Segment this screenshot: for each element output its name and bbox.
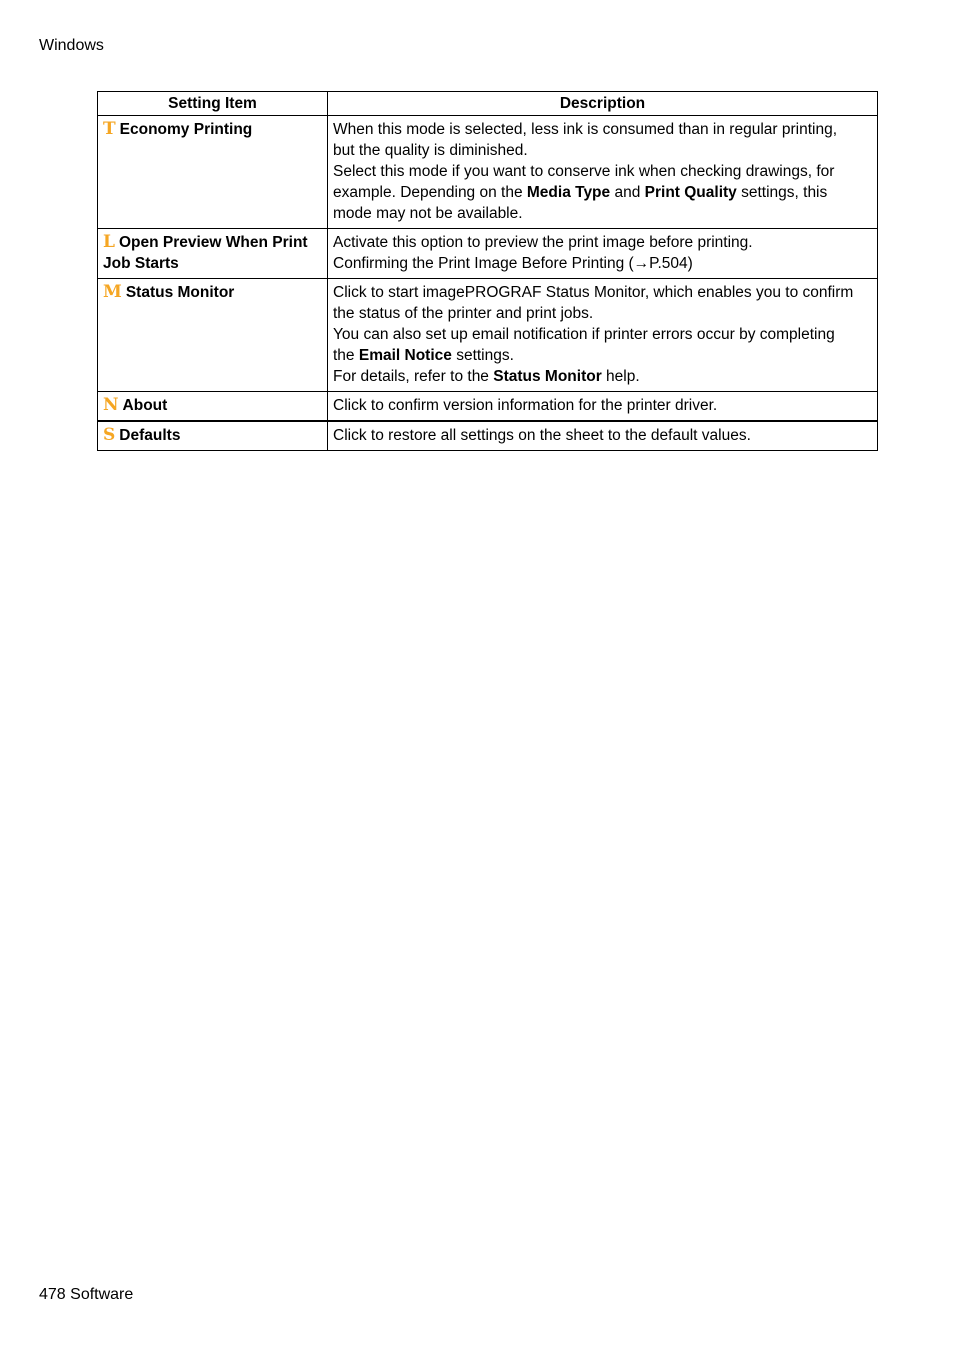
description-text: example. Depending on the [333, 184, 527, 201]
setting-item-label: Open Preview When Print [118, 234, 308, 251]
description-cell [328, 392, 878, 422]
setting-item-cell [98, 279, 328, 392]
page-footer: 478 Software [39, 1286, 134, 1303]
setting-item-label: Defaults [119, 427, 181, 444]
description-text: For details, refer to the [333, 368, 494, 385]
email-notice-term: Email Notice [358, 347, 452, 364]
description-text: help. [601, 368, 640, 385]
marker-n-icon: N [103, 395, 119, 415]
setting-item-label: Job Starts [103, 255, 179, 272]
table-header-row [98, 92, 878, 116]
setting-item-label: About [122, 397, 168, 414]
description-line: Click to start imagePROGRAF Status Monitor, which enables you to confirm [333, 284, 854, 301]
print-quality-term: Print Quality [644, 184, 737, 201]
marker-l-icon: L [103, 232, 115, 252]
description-cell [328, 279, 878, 392]
status-monitor-term: Status Monitor [493, 368, 602, 385]
description-line: but the quality is diminished. [333, 142, 528, 159]
description-line: Click to restore all settings on the sheet to the default values. [333, 427, 751, 444]
description-line: You can also set up email notification if printer errors occur by completing [333, 326, 835, 343]
column-header-setting-item: Setting Item [98, 92, 328, 116]
description-cell [328, 116, 878, 229]
table-row [98, 392, 878, 422]
description-line: When this mode is selected, less ink is consumed than in regular printing, [333, 121, 837, 138]
settings-table [97, 91, 878, 451]
description-line: Click to confirm version information for the printer driver. [333, 397, 718, 414]
description-line: the status of the printer and print jobs. [333, 305, 594, 322]
cross-reference-link[interactable]: Confirming the Print Image Before Printing (→P.504) [333, 255, 693, 272]
setting-item-label: Economy Printing [119, 121, 253, 138]
setting-item-cell [98, 116, 328, 229]
description-line [333, 366, 873, 387]
description-text: and [610, 184, 645, 201]
description-line: Select this mode if you want to conserve ink when checking drawings, for [333, 163, 835, 180]
setting-item-cell [98, 392, 328, 422]
table-row [98, 421, 878, 451]
description-text: the [333, 347, 359, 364]
setting-item-cell [98, 421, 328, 451]
description-cell [328, 421, 878, 451]
description-line [333, 345, 873, 366]
description-text: settings, this [736, 184, 828, 201]
media-type-term: Media Type [526, 184, 611, 201]
running-header: Windows [39, 37, 104, 54]
marker-m-icon: M [103, 282, 122, 302]
marker-s-icon: S [103, 425, 116, 445]
description-line: mode may not be available. [333, 205, 523, 222]
setting-item-label: Status Monitor [125, 284, 235, 301]
table-row [98, 229, 878, 279]
setting-item-cell [98, 229, 328, 279]
description-text: settings. [451, 347, 514, 364]
description-line: Activate this option to preview the print image before printing. [333, 234, 753, 251]
column-header-description: Description [328, 92, 878, 116]
marker-t-icon: T [103, 119, 116, 139]
table-row [98, 279, 878, 392]
description-cell [328, 229, 878, 279]
table-row [98, 116, 878, 229]
description-line [333, 182, 873, 203]
